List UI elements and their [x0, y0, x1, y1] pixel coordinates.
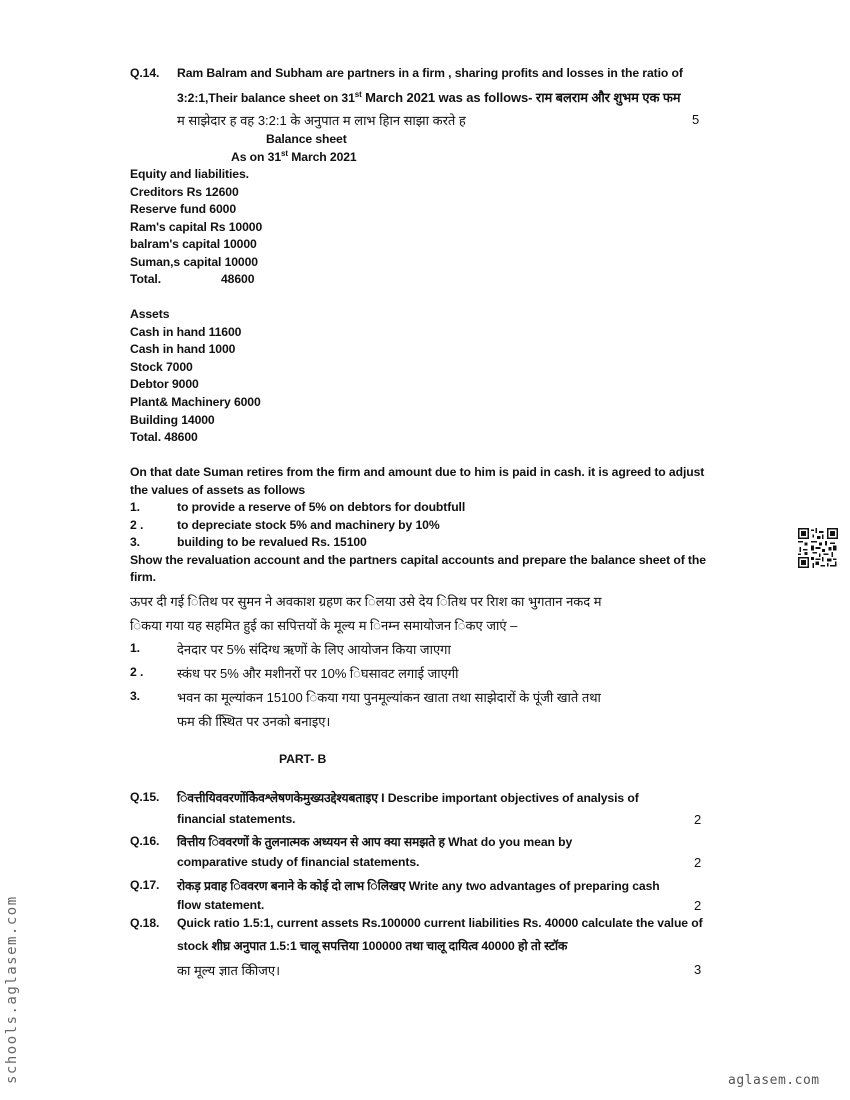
q17-line1: रोकड़ प्रवाह िववरण बनाने के कोई दो लाभ िलिखए Write any two advantages of preparing cash	[177, 879, 660, 893]
q15-marks: 2	[694, 812, 702, 827]
asset-item: Stock 7000	[130, 360, 193, 374]
liability-item: balram's capital 10000	[130, 237, 257, 251]
liability-item: Suman,s capital 10000	[130, 255, 258, 269]
q16-line1: वित्तीय िववरणों के तुलनात्मक अध्ययन से आप क्या समझते ह What do you mean by	[177, 835, 573, 849]
instruction-line1: Show the revaluation account and the partners capital accounts and prepare the balance sheet of the	[130, 553, 706, 567]
side-watermark: schools.aglasem.com	[4, 895, 20, 1084]
hindi-adjustment-text: देनदार पर 5% संदिग्ध ऋणों के लिए आयोजन किया जाएगा	[177, 642, 451, 657]
q14-number: Q.14.	[130, 66, 160, 80]
qr-code-icon	[798, 528, 838, 568]
asset-item: Cash in hand 11600	[130, 325, 242, 339]
adjustment-number: 1.	[130, 500, 140, 514]
adjustment-text: to depreciate stock 5% and machinery by 10%	[177, 518, 440, 532]
q18-line3: का मूल्य ज्ञात कीिजए।	[177, 963, 281, 978]
q18-line2: stock शीघ्र अनुपात 1.5:1 चालू सपत्तिया 100000 तथा चालू दायित्व 40000 हो तो स्टॉक	[177, 939, 568, 953]
q14-line2: 3:2:1,Their balance sheet on 31st March 2021 was as follows- राम बलराम और शुभम एक फम	[177, 89, 681, 105]
instruction-line2: firm.	[130, 570, 156, 584]
liabilities-total-value: 48600	[221, 272, 255, 286]
hindi-adjustment-text: स्कंध पर 5% और मशीनरों पर 10% िघसावट लगाई जाएगी	[177, 666, 459, 681]
asset-item: Building 14000	[130, 413, 215, 427]
asset-item: Plant& Machinery 6000	[130, 395, 261, 409]
q17-line2: flow statement.	[177, 898, 265, 912]
q14-line3-hindi: म साझेदार ह वह 3:2:1 के अनुपात म लाभ हािन साझा करते ह	[177, 113, 466, 128]
liabilities-total-label: Total.	[130, 272, 161, 286]
q14-line1: Ram Balram and Subham are partners in a firm , sharing profits and losses in the ratio of	[177, 66, 683, 80]
liabilities-heading: Equity and liabilities.	[130, 167, 249, 181]
hindi-para-line2: िकया गया यह सहमित हुई का सपित्तयों के मूल्य म िनम्न समायोजन िकए जाएं –	[130, 618, 518, 633]
hindi-para-line1: ऊपर दी गई ितिथ पर सुमन ने अवकाश ग्रहण कर िलया उसे देय ितिथ पर रािश का भुगतान नकद म	[130, 594, 602, 609]
hindi-adjustment-text-cont: फम की स्थिित पर उनको बनाइए।	[177, 714, 331, 729]
adjustment-text: building to be revalued Rs. 15100	[177, 535, 367, 549]
q14-marks: 5	[692, 112, 700, 127]
q16-marks: 2	[694, 855, 702, 870]
liability-item: Creditors Rs 12600	[130, 185, 239, 199]
hindi-adjustment-text: भवन का मूल्यांकन 15100 िकया गया पुनमूल्यांकन खाता तथा साझेदारों के पूंजी खाते तथा	[177, 690, 601, 705]
adjustment-text: to provide a reserve of 5% on debtors for doubtfull	[177, 500, 466, 514]
q17-marks: 2	[694, 898, 702, 913]
q15-number: Q.15.	[130, 790, 160, 804]
retirement-para-line1: On that date Suman retires from the firm and amount due to him is paid in cash. it is agreed to adjust	[130, 465, 705, 479]
q16-line2: comparative study of financial statements.	[177, 855, 420, 869]
liability-item: Ram's capital Rs 10000	[130, 220, 263, 234]
assets-heading: Assets	[130, 307, 170, 321]
q17-number: Q.17.	[130, 878, 160, 892]
q16-number: Q.16.	[130, 834, 160, 848]
retirement-para-line2: the values of assets as follows	[130, 483, 306, 497]
adjustment-number: 3.	[130, 535, 140, 549]
adjustment-number: 2 .	[130, 518, 144, 532]
liability-item: Reserve fund 6000	[130, 202, 237, 216]
hindi-adjustment-number: 1.	[130, 641, 140, 655]
q15-line1: िवत्तीयिववरणोंकेिवश्लेषणकेमुख्यउद्देश्यबताइए I Describe important objectives of analysis of	[177, 791, 639, 805]
balance-sheet-date: As on 31st March 2021	[231, 149, 357, 165]
hindi-adjustment-number: 2 .	[130, 665, 144, 679]
asset-item: Debtor 9000	[130, 377, 199, 391]
assets-total: Total. 48600	[130, 430, 198, 444]
q15-line2: financial statements.	[177, 812, 296, 826]
asset-item: Cash in hand 1000	[130, 342, 236, 356]
q18-marks: 3	[694, 962, 702, 977]
q18-line1: Quick ratio 1.5:1, current assets Rs.100000 current liabilities Rs. 40000 calculate the value of	[177, 916, 703, 930]
hindi-adjustment-number: 3.	[130, 689, 140, 703]
balance-sheet-title: Balance sheet	[266, 132, 347, 146]
q18-number: Q.18.	[130, 916, 160, 930]
footer-watermark: aglasem.com	[728, 1073, 820, 1088]
part-b-heading: PART- B	[279, 752, 327, 766]
